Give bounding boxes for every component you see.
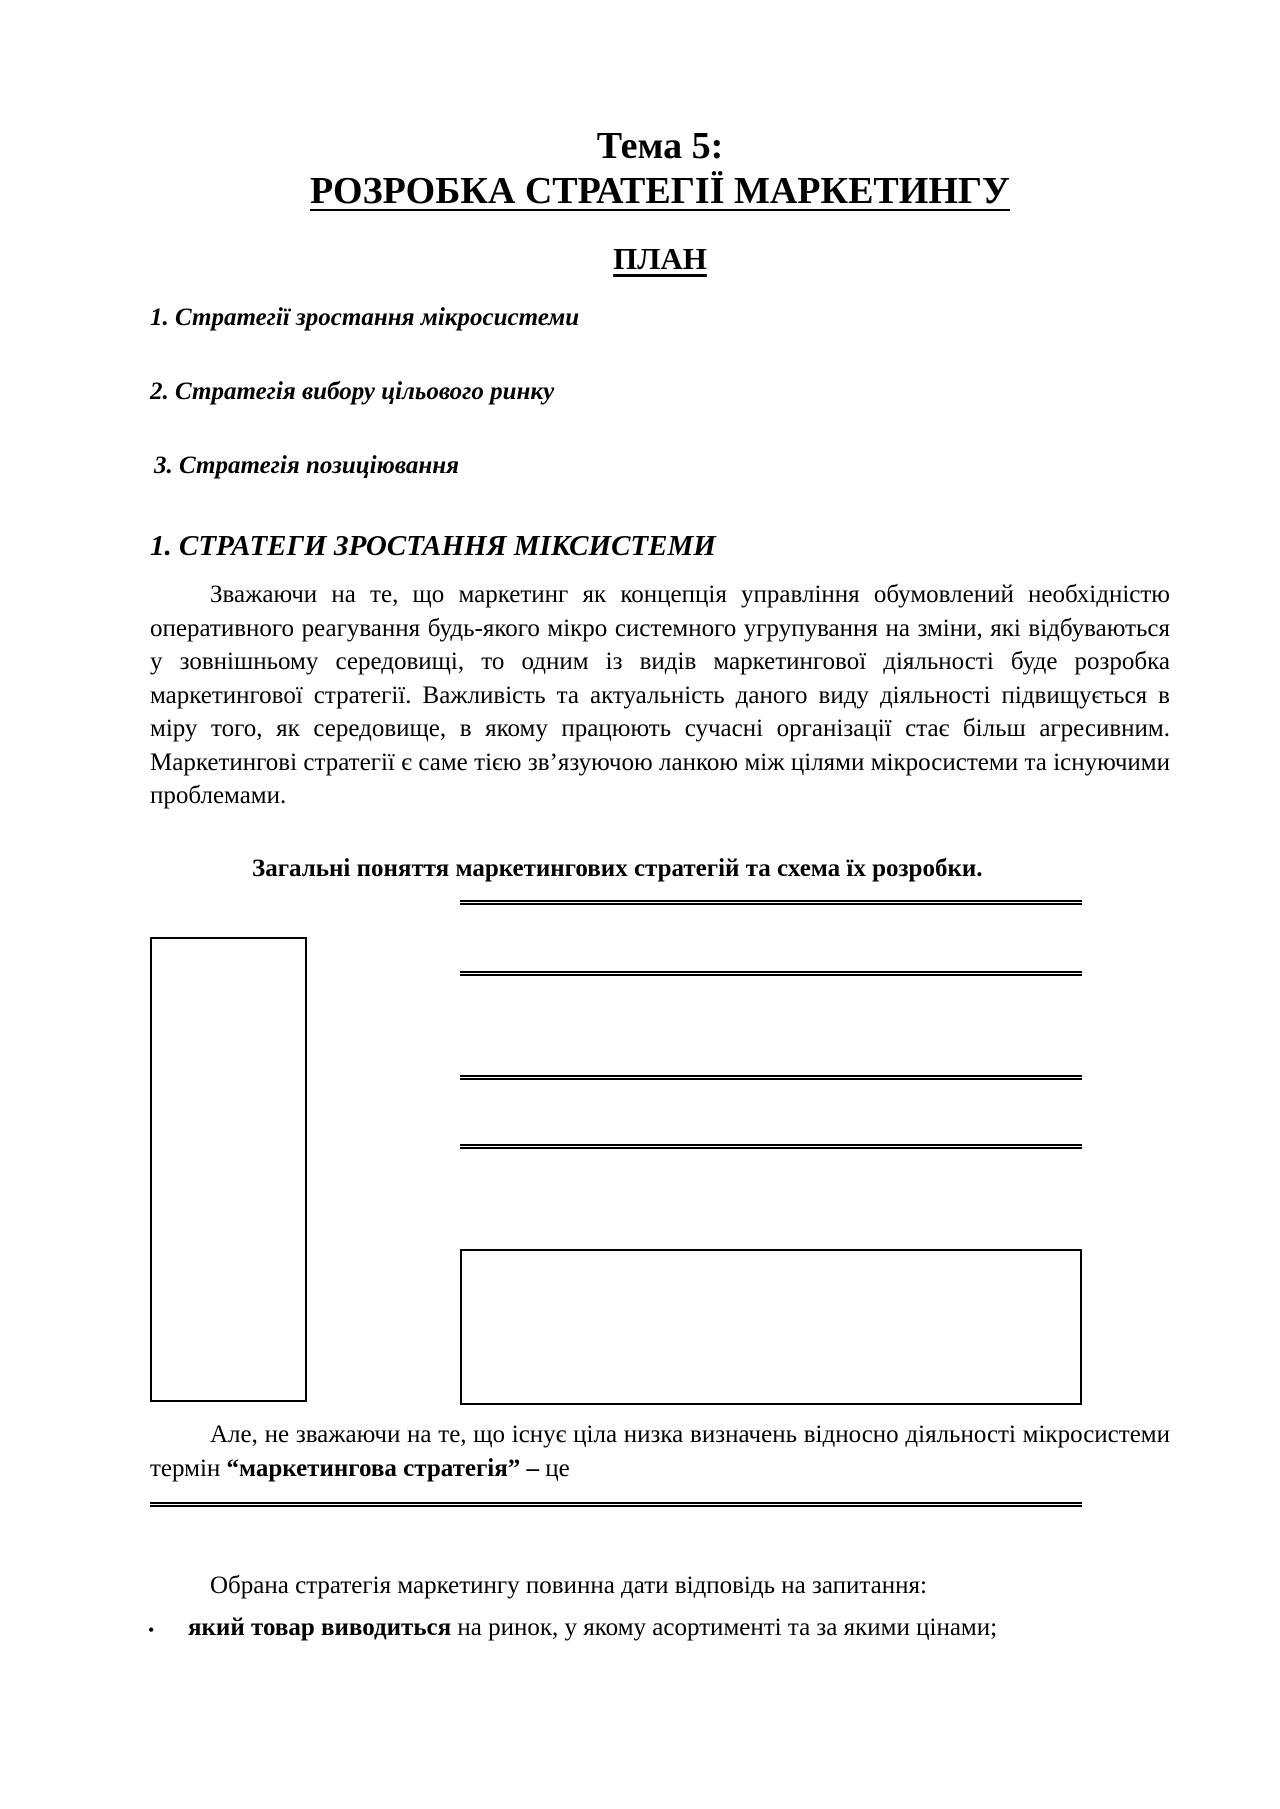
- questions-intro: Обрана стратегія маркетингу повинна дати відповідь на запитання:: [210, 1572, 927, 1599]
- bullet-item: [188, 1612, 997, 1644]
- definition-text-end: це: [539, 1455, 570, 1482]
- diagram-blank-line-4: [460, 1144, 1082, 1149]
- definition-paragraph: [150, 1418, 1170, 1486]
- diagram-result-box: [460, 1249, 1082, 1405]
- plan-item-2: 2. Стратегія вибору цільового ринку: [150, 378, 555, 405]
- plan-item-3: 3. Стратегія позиціювання: [154, 452, 459, 479]
- definition-term: “маркетингова стратегія” –: [226, 1455, 540, 1482]
- page-title-text: РОЗРОБКА СТРАТЕГІЇ МАРКЕТИНГУ: [310, 170, 1010, 212]
- topic-number: Тема 5:: [596, 125, 724, 167]
- section-heading: 1. СТРАТЕГИ ЗРОСТАННЯ МІКСИСТЕМИ: [150, 530, 716, 562]
- intro-paragraph: Зважаючи на те, що маркетинг як концепція управління обумовлений необхідністю оперативного реагування будь-якого мікро системного угрупування на зміни, які відбуваються у зовнішньому середовищі, то одним із видів маркетингової діяльності буде розробка маркетингової стратегії. Важливість та актуальність даного виду діяльності підвищується в міру того, як середовище, в якому працюють сучасні організації стає більш агресивним. Маркетингові стратегії є саме тією зв’язуючою ланкою між цілями мікросистеми та існуючими проблемами.: [150, 581, 1170, 809]
- bullet-item-rest: на ринок, у якому асортименті та за якими цінами;: [451, 1614, 998, 1641]
- definition-text-start: Але, не зважаючи на те, що існує ціла низка визначень відносно діяльності мікросистеми термін: [150, 1421, 1170, 1482]
- diagram-blank-line-1: [460, 900, 1082, 905]
- diagram-caption: Загальні поняття маркетингових стратегій та схема їх розробки.: [252, 855, 983, 882]
- plan-item-1: 1. Стратегії зростання мікросистеми: [150, 304, 580, 331]
- diagram-vertical-box: [150, 937, 307, 1402]
- plan-heading: [0, 240, 1280, 278]
- page-title: [0, 168, 1280, 214]
- plan-heading-text: ПЛАН: [613, 241, 707, 276]
- bullet-item-bold: який товар виводиться: [188, 1614, 452, 1641]
- bullet-marker: •: [148, 1620, 155, 1640]
- definition-blank-line: [150, 1502, 1082, 1507]
- diagram-blank-line-2: [460, 971, 1082, 976]
- diagram-blank-line-3: [460, 1075, 1082, 1080]
